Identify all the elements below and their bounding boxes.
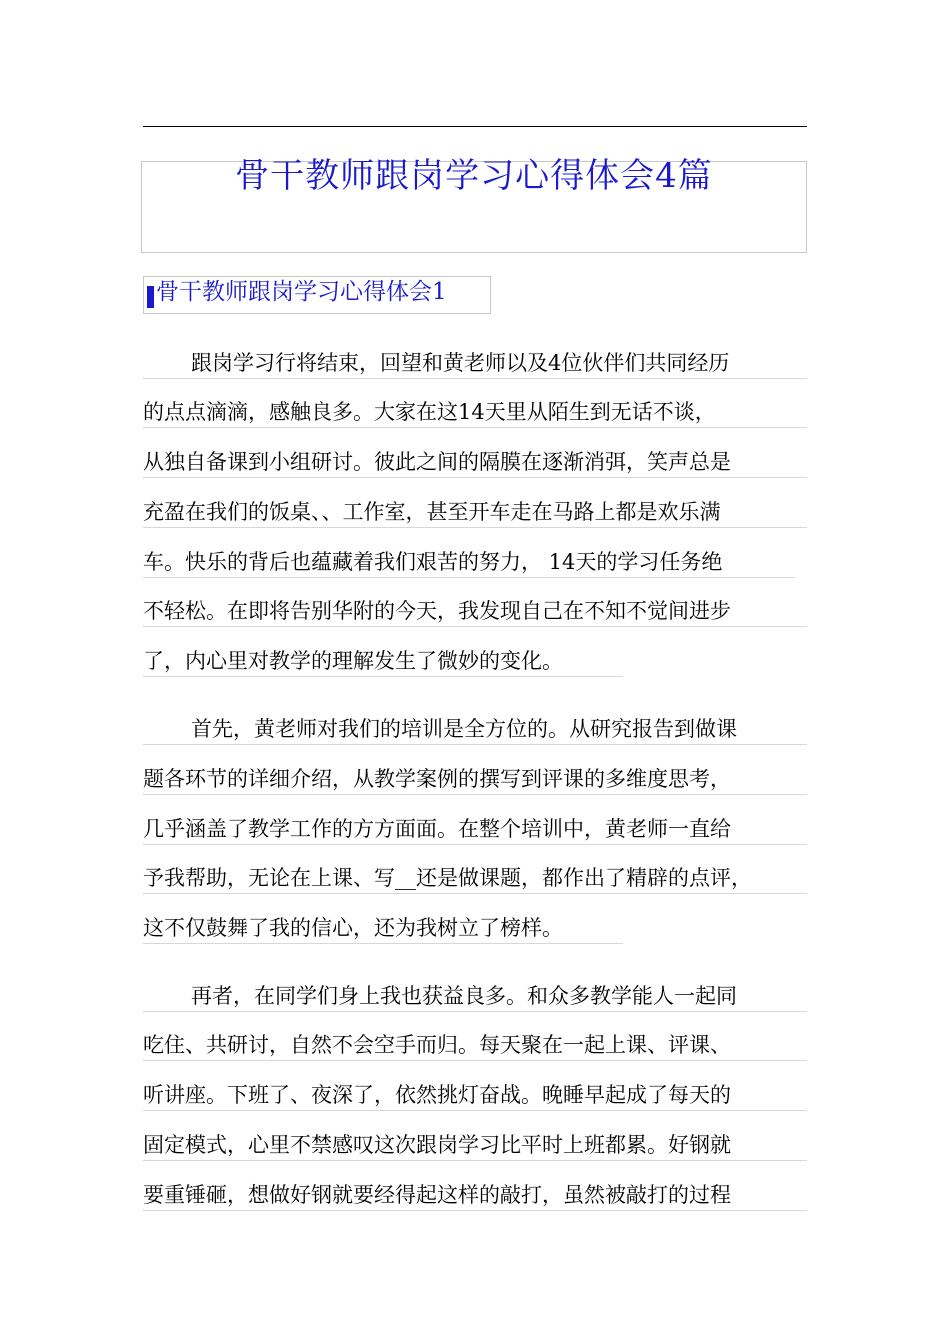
text-line: 充盈在我们的饭桌、、工作室，甚至开车走在马路上都是欢乐满 — [143, 496, 807, 528]
text-line: 予我帮助，无论在上课、写__还是做课题，都作出了精辟的点评， — [143, 862, 807, 894]
text-line: 这不仅鼓舞了我的信心，还为我树立了榜样。 — [143, 912, 623, 944]
text-line: 固定模式，心里不禁感叹这次跟岗学习比平时上班都累。好钢就 — [143, 1129, 807, 1161]
text-line: 听讲座。下班了、夜深了，依然挑灯奋战。晚睡早起成了每天的 — [143, 1079, 807, 1111]
text-line: 的点点滴滴，感触良多。大家在这14天里从陌生到无话不谈， — [143, 396, 807, 428]
text-line: 了，内心里对教学的理解发生了微妙的变化。 — [143, 645, 623, 677]
text-line: 要重锤砸，想做好钢就要经得起这样的敲打，虽然被敲打的过程 — [143, 1179, 807, 1211]
title-frame — [141, 156, 807, 253]
section-title: 骨干教师跟岗学习心得体会1 — [156, 279, 447, 305]
text-line: 再者，在同学们身上我也获益良多。和众多教学能人一起同 — [143, 980, 807, 1012]
header-rule — [143, 126, 807, 127]
text-line: 题各环节的详细介绍，从教学案例的撰写到评课的多维度思考， — [143, 763, 807, 795]
section-heading-frame — [143, 276, 491, 314]
heading-marker-icon — [147, 286, 154, 308]
text-line: 不轻松。在即将告别华附的今天，我发现自己在不知不觉间进步 — [143, 595, 807, 627]
text-line: 首先，黄老师对我们的培训是全方位的。从研究报告到做课 — [143, 713, 807, 745]
document-title: 骨干教师跟岗学习心得体会4篇 — [235, 156, 713, 196]
text-line: 吃住、共研讨，自然不会空手而归。每天聚在一起上课、评课、 — [143, 1029, 807, 1061]
text-line: 几乎涵盖了教学工作的方方面面。在整个培训中，黄老师一直给 — [143, 813, 807, 845]
text-line: 从独自备课到小组研讨。彼此之间的隔膜在逐渐消弭，笑声总是 — [143, 446, 807, 478]
text-line: 车。快乐的背后也蕴藏着我们艰苦的努力， 14天的学习任务绝 — [143, 546, 795, 578]
text-line: 跟岗学习行将结束，回望和黄老师以及4位伙伴们共同经历 — [143, 347, 807, 379]
